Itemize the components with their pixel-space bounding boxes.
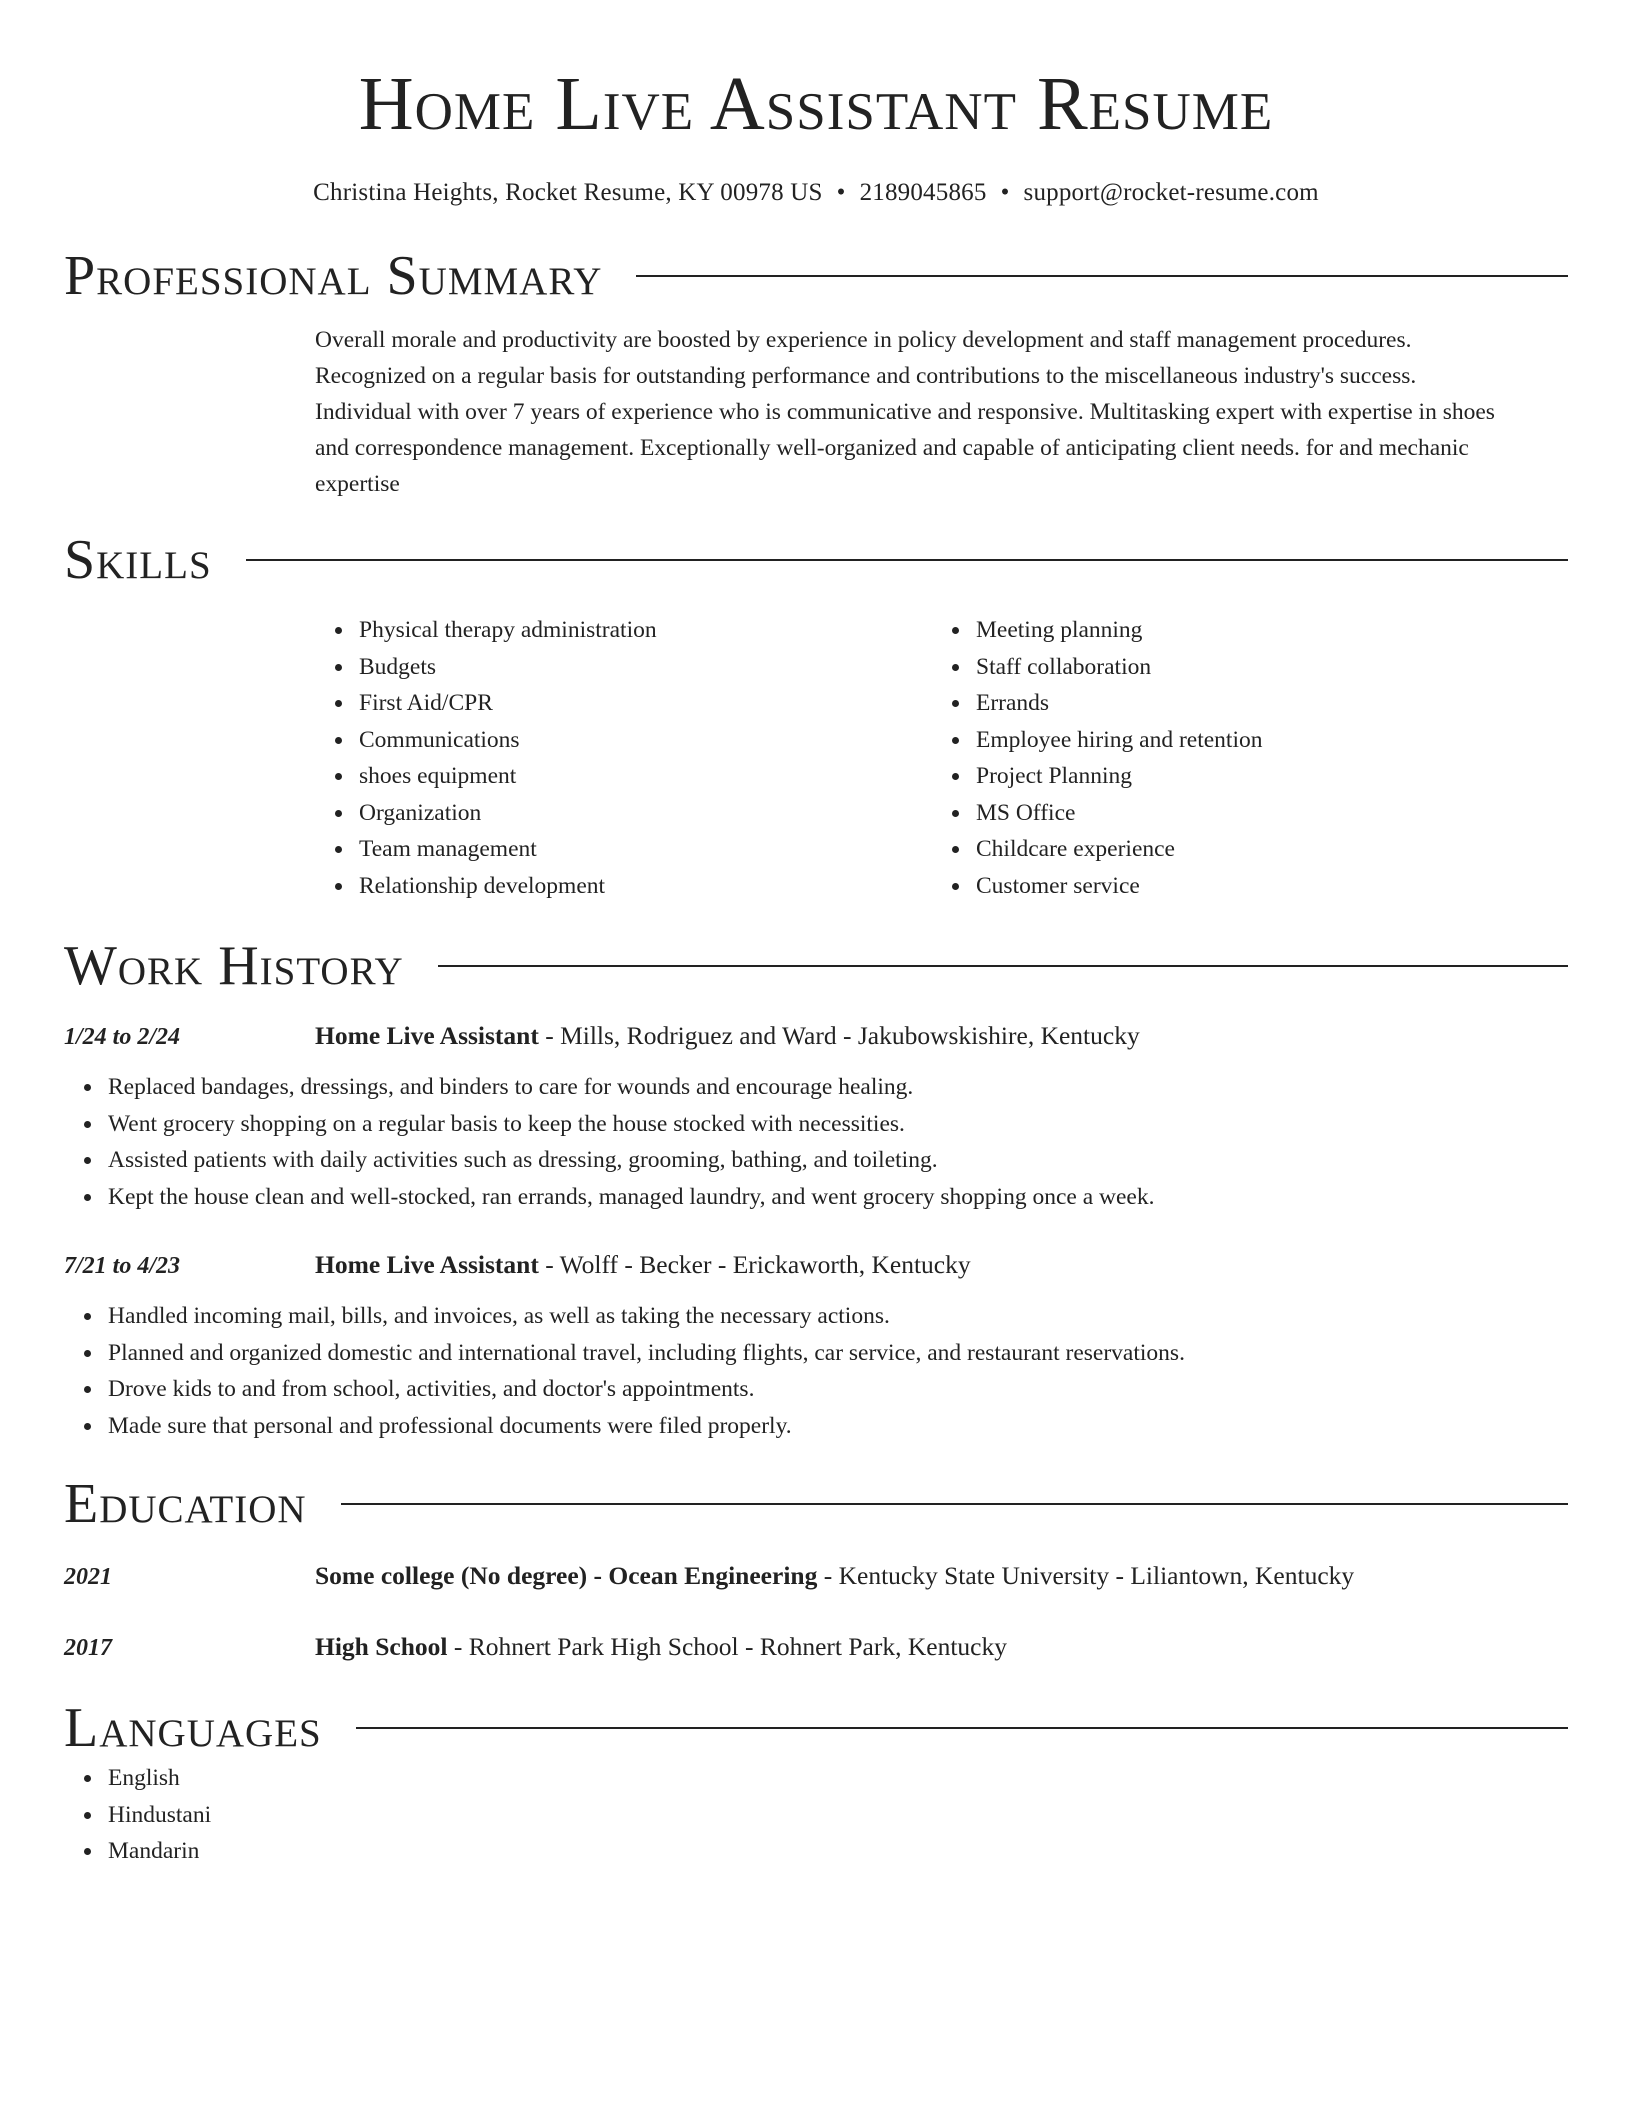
job-bullet: Made sure that personal and professional documents were filed properly. <box>64 1408 1568 1445</box>
skill-item: Relationship development <box>315 868 932 905</box>
resume-title: Home Live Assistant Resume <box>358 62 1274 146</box>
job-details: - Mills, Rodriguez and Ward - Jakubowskishire, Kentucky <box>538 1021 1140 1050</box>
section-divider <box>438 965 1568 967</box>
language-item: English <box>64 1760 1568 1797</box>
education-degree: High School <box>315 1632 448 1661</box>
job-title: Home Live Assistant <box>315 1250 539 1279</box>
job-bullet: Assisted patients with daily activities such as dressing, grooming, bathing, and toileting. <box>64 1142 1568 1179</box>
education-heading-line <box>315 1558 1354 1594</box>
work-heading: Work History <box>64 935 404 997</box>
education-degree: Some college (No degree) - Ocean Engineering <box>315 1561 818 1590</box>
job-heading <box>315 1018 1140 1054</box>
skill-item: Team management <box>315 831 932 868</box>
skill-item: Customer service <box>932 868 1549 905</box>
skill-item: Employee hiring and retention <box>932 722 1549 759</box>
job-bullet: Planned and organized domestic and international travel, including flights, car service, and restaurant reservations. <box>64 1335 1568 1372</box>
summary-heading: Professional Summary <box>64 245 603 307</box>
education-heading: Education <box>64 1473 307 1535</box>
job-bullet: Kept the house clean and well-stocked, ran errands, managed laundry, and went grocery shopping once a week. <box>64 1179 1568 1216</box>
skill-item: Communications <box>315 722 932 759</box>
job-entry <box>64 1247 1568 1444</box>
skill-item: MS Office <box>932 795 1549 832</box>
skill-item: Project Planning <box>932 758 1549 795</box>
job-details: - Wolff - Becker - Erickaworth, Kentucky <box>538 1250 971 1279</box>
contact-address: Christina Heights, Rocket Resume, KY 00978 US <box>313 179 823 206</box>
section-divider <box>246 559 1568 561</box>
skills-grid <box>315 612 1568 904</box>
education-section-header <box>64 1472 1568 1536</box>
section-divider <box>356 1727 1568 1729</box>
languages-heading: Languages <box>64 1697 322 1759</box>
skill-item: First Aid/CPR <box>315 685 932 722</box>
skill-item: Budgets <box>315 649 932 686</box>
education-year: 2017 <box>64 1635 112 1661</box>
skills-column-left <box>315 612 932 904</box>
section-divider <box>636 275 1568 277</box>
job-dates: 1/24 to 2/24 <box>64 1024 181 1050</box>
skill-item: Organization <box>315 795 932 832</box>
job-bullet: Drove kids to and from school, activities, and doctor's appointments. <box>64 1371 1568 1408</box>
contact-separator: • <box>1000 179 1010 206</box>
education-details: - Rohnert Park High School - Rohnert Park, Kentucky <box>447 1632 1007 1661</box>
summary-text: Overall morale and productivity are boosted by experience in policy development and staff management procedures. Recognized on a regular basis for outstanding performance and contributions to the miscellaneous industry's success. Individual with over 7 years of experience who is communicative and responsive. Multitasking expert with expertise in shoes and correspondence management. Exceptionally well-organized and capable of anticipating client needs. for and mechanic expertise <box>315 327 1495 497</box>
contact-email: support@rocket-resume.com <box>1023 179 1319 206</box>
skill-item: Errands <box>932 685 1549 722</box>
job-bullet: Replaced bandages, dressings, and binders to care for wounds and encourage healing. <box>64 1069 1568 1106</box>
job-dates: 7/21 to 4/23 <box>64 1253 181 1279</box>
education-heading-line <box>315 1629 1007 1665</box>
skills-section-header <box>64 528 1568 592</box>
job-title: Home Live Assistant <box>315 1021 539 1050</box>
skill-item: shoes equipment <box>315 758 932 795</box>
job-bullet: Handled incoming mail, bills, and invoices, as well as taking the necessary actions. <box>64 1298 1568 1335</box>
job-entry <box>64 1018 1568 1215</box>
job-bullets <box>64 1298 1568 1444</box>
education-details: - Kentucky State University - Liliantown, Kentucky <box>817 1561 1355 1590</box>
language-item: Mandarin <box>64 1833 1568 1870</box>
skills-heading: Skills <box>64 529 212 591</box>
work-section-header <box>64 934 1568 998</box>
contact-phone: 2189045865 <box>859 179 987 206</box>
summary-section-header <box>64 244 1568 308</box>
resume-page <box>64 0 1568 1870</box>
skill-item: Staff collaboration <box>932 649 1549 686</box>
education-entry <box>64 1629 1568 1666</box>
skills-column-right <box>932 612 1549 904</box>
contact-line <box>64 176 1568 210</box>
job-bullets <box>64 1069 1568 1215</box>
job-heading <box>315 1247 971 1283</box>
job-bullet: Went grocery shopping on a regular basis to keep the house stocked with necessities. <box>64 1106 1568 1143</box>
section-divider <box>341 1503 1568 1505</box>
contact-separator: • <box>836 179 846 206</box>
languages-section-header <box>64 1696 1568 1760</box>
skill-item: Physical therapy administration <box>315 612 932 649</box>
skill-item: Meeting planning <box>932 612 1549 649</box>
skill-item: Childcare experience <box>932 831 1549 868</box>
languages-list <box>64 1760 1568 1870</box>
language-item: Hindustani <box>64 1797 1568 1834</box>
education-year: 2021 <box>64 1564 112 1590</box>
education-entry <box>64 1558 1568 1595</box>
